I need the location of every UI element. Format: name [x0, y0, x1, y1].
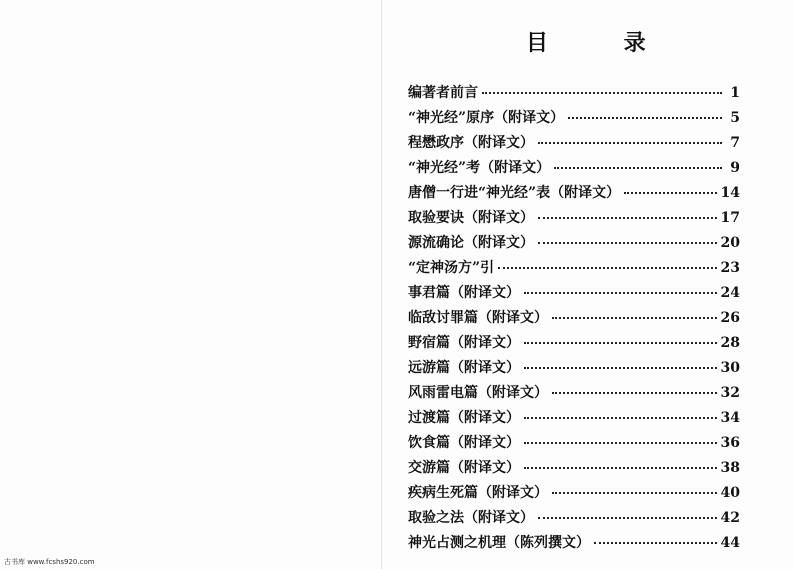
toc-entry-page-number: 5 — [730, 110, 740, 126]
toc-entry — [408, 107, 740, 132]
toc-entry — [408, 357, 740, 382]
toc-entry — [408, 182, 740, 207]
toc-entry — [408, 207, 740, 232]
toc-entry-page-number: 7 — [730, 135, 740, 151]
toc-entry — [408, 282, 740, 307]
toc-entry-title: 编著者前言 — [408, 85, 478, 101]
toc-entry-title: “神光经”原序（附译文） — [408, 110, 565, 126]
toc-entry-page-number: 14 — [720, 185, 740, 201]
toc-leader-dots — [498, 267, 716, 269]
toc-entry — [408, 332, 740, 357]
toc-entry-title: 疾病生死篇（附译文） — [408, 485, 548, 501]
toc-entry-title: 临敌讨罪篇（附译文） — [408, 310, 548, 326]
toc-entry — [408, 157, 740, 182]
toc-leader-dots — [594, 542, 717, 544]
toc-entry-page-number: 17 — [720, 210, 740, 226]
toc-entry-title: “定神汤方”引 — [408, 260, 495, 276]
table-of-contents — [408, 82, 740, 557]
toc-entry-title: 野宿篇（附译文） — [408, 335, 520, 351]
toc-leader-dots — [568, 117, 722, 119]
toc-entry-title: 唐僧一行进“神光经”表（附译文） — [408, 185, 621, 201]
toc-leader-dots — [624, 192, 716, 194]
toc-entry-page-number: 44 — [720, 535, 740, 551]
toc-entry — [408, 432, 740, 457]
toc-entry-page-number: 30 — [720, 360, 740, 376]
toc-entry-title: 风雨雷电篇（附译文） — [408, 385, 548, 401]
toc-leader-dots — [524, 442, 717, 444]
toc-leader-dots — [538, 242, 717, 244]
toc-entry-page-number: 42 — [720, 510, 740, 526]
toc-entry-page-number: 34 — [720, 410, 740, 426]
toc-entry — [408, 482, 740, 507]
toc-leader-dots — [552, 492, 717, 494]
toc-entry — [408, 407, 740, 432]
toc-entry-title: 程懋政序（附译文） — [408, 135, 534, 151]
toc-leader-dots — [524, 292, 717, 294]
toc-entry-title: 远游篇（附译文） — [408, 360, 520, 376]
toc-entry — [408, 132, 740, 157]
toc-title: 目 录 — [526, 30, 680, 56]
toc-entry-title: 神光占测之机理（陈列撰文） — [408, 535, 590, 551]
toc-entry — [408, 507, 740, 532]
toc-entry-title: 源流确论（附译文） — [408, 235, 534, 251]
toc-leader-dots — [524, 417, 717, 419]
toc-entry-page-number: 36 — [720, 435, 740, 451]
toc-entry-page-number: 38 — [720, 460, 740, 476]
toc-entry-title: 事君篇（附译文） — [408, 285, 520, 301]
page-gutter — [381, 0, 382, 569]
toc-entry — [408, 457, 740, 482]
toc-leader-dots — [552, 392, 717, 394]
toc-entry-page-number: 26 — [720, 310, 740, 326]
toc-entry-page-number: 32 — [720, 385, 740, 401]
toc-leader-dots — [554, 167, 722, 169]
toc-leader-dots — [524, 367, 717, 369]
toc-entry — [408, 532, 740, 557]
toc-entry — [408, 307, 740, 332]
toc-entry — [408, 257, 740, 282]
toc-entry-page-number: 1 — [730, 85, 740, 101]
toc-leader-dots — [524, 342, 717, 344]
toc-entry — [408, 382, 740, 407]
toc-entry-title: 取验之法（附译文） — [408, 510, 534, 526]
toc-entry-title: 过渡篇（附译文） — [408, 410, 520, 426]
toc-leader-dots — [552, 317, 717, 319]
toc-entry-page-number: 9 — [730, 160, 740, 176]
toc-entry-title: 饮食篇（附译文） — [408, 435, 520, 451]
toc-entry — [408, 232, 740, 257]
toc-entry-page-number: 40 — [720, 485, 740, 501]
toc-leader-dots — [538, 517, 717, 519]
toc-entry — [408, 82, 740, 107]
toc-entry-title: 取验要诀（附译文） — [408, 210, 534, 226]
toc-entry-page-number: 20 — [720, 235, 740, 251]
toc-entry-title: “神光经”考（附译文） — [408, 160, 551, 176]
toc-entry-page-number: 23 — [720, 260, 740, 276]
toc-entry-page-number: 24 — [720, 285, 740, 301]
site-watermark: 古书库 www.fcshs920.com — [4, 558, 95, 566]
toc-leader-dots — [482, 92, 722, 94]
toc-leader-dots — [538, 217, 717, 219]
toc-entry-page-number: 28 — [720, 335, 740, 351]
toc-entry-title: 交游篇（附译文） — [408, 460, 520, 476]
toc-leader-dots — [524, 467, 717, 469]
toc-leader-dots — [538, 142, 722, 144]
